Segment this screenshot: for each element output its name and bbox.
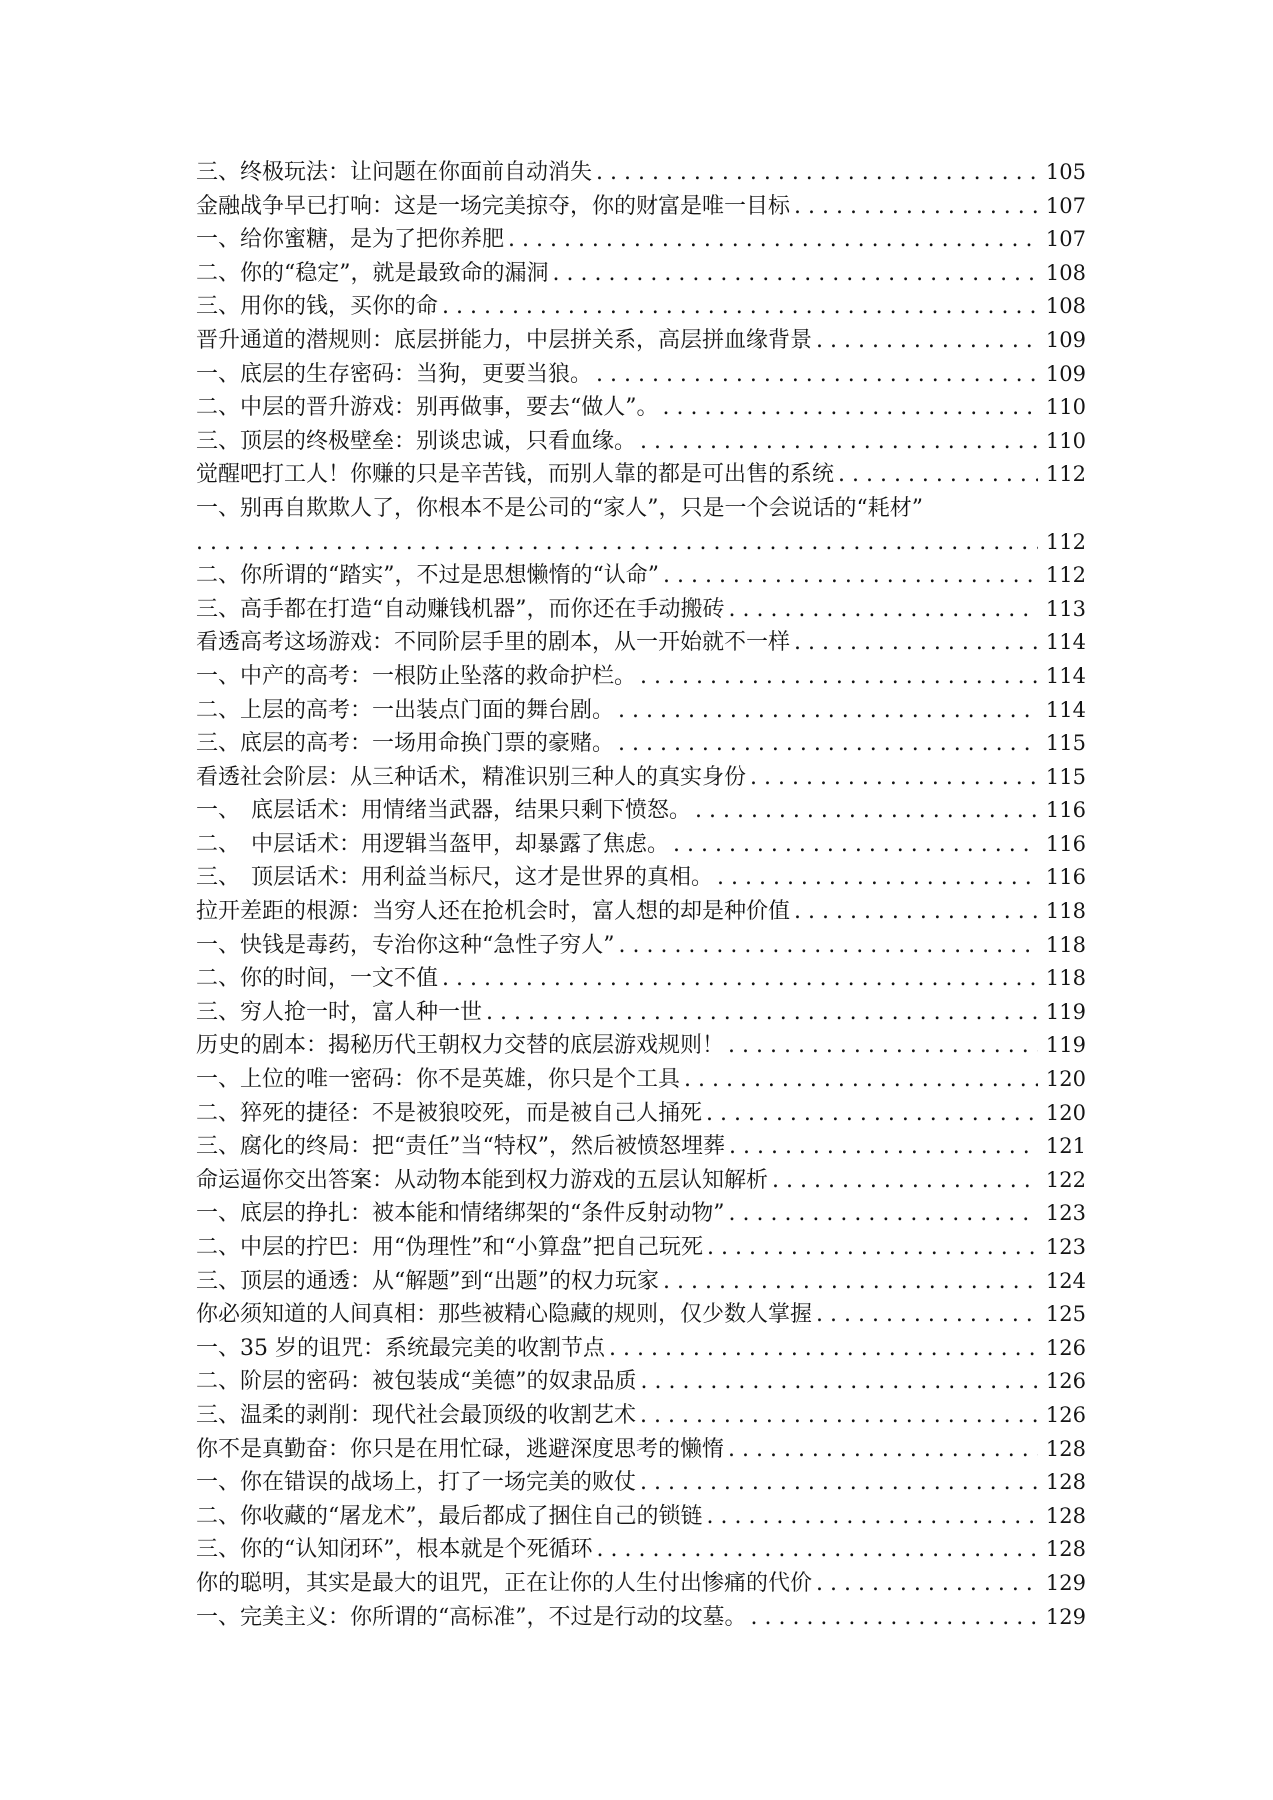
- toc-entry-page-number: 116: [1045, 865, 1086, 890]
- dot-leader: [640, 425, 1038, 459]
- dot-leader: [196, 526, 1038, 560]
- toc-entry[interactable]: [196, 324, 1086, 358]
- toc-entry[interactable]: [196, 257, 1086, 291]
- toc-entry-title: 金融战争早已打响：这是一场完美掠夺，你的财富是唯一目标: [196, 193, 791, 219]
- toc-entry-title: 你的聪明，其实是最大的诅咒，正在让你的人生付出惨痛的代价: [196, 1570, 813, 1596]
- dot-leader: [508, 223, 1038, 257]
- toc-entry-title: 一、 底层话术：用情绪当武器，结果只剩下愤怒。: [196, 798, 692, 824]
- toc-entry-page-number: 119: [1045, 999, 1086, 1024]
- toc-entry[interactable]: [196, 391, 1086, 425]
- dot-leader: [597, 1533, 1038, 1567]
- toc-entry-page-number: 116: [1045, 831, 1086, 856]
- toc-entry-page-number: 110: [1045, 395, 1086, 420]
- toc-entry-page-number: 120: [1045, 1067, 1086, 1092]
- toc-entry[interactable]: [196, 1332, 1086, 1366]
- toc-entry-title: 一、底层的生存密码：当狗，更要当狼。: [196, 361, 593, 387]
- toc-entry-title: 命运逼你交出答案：从动物本能到权力游戏的五层认知解析: [196, 1167, 769, 1193]
- toc-entry-page-number: 118: [1045, 966, 1086, 991]
- toc-entry[interactable]: [196, 223, 1086, 257]
- toc-entry[interactable]: [196, 1298, 1086, 1332]
- toc-entry[interactable]: [196, 1265, 1086, 1299]
- dot-leader: [816, 324, 1038, 358]
- toc-entry-page-number: 125: [1045, 1302, 1086, 1327]
- dot-leader: [707, 1500, 1038, 1534]
- dot-leader: [838, 458, 1038, 492]
- dot-leader: [750, 761, 1038, 795]
- toc-entry-title: 拉开差距的根源：当穷人还在抢机会时，富人想的却是种价值: [196, 899, 791, 925]
- dot-leader: [640, 1399, 1038, 1433]
- dot-leader: [717, 861, 1038, 895]
- dot-leader: [728, 1433, 1038, 1467]
- toc-entry-title: 三、用你的钱，买你的命: [196, 294, 439, 320]
- toc-entry[interactable]: [196, 1500, 1086, 1534]
- toc-entry-title: 历史的剧本：揭秘历代王朝权力交替的底层游戏规则！: [196, 1033, 725, 1059]
- toc-entry-page-number: 105: [1045, 160, 1086, 184]
- dot-leader: [729, 1130, 1038, 1164]
- toc-entry-title: 三、 顶层话术：用利益当标尺，这才是世界的真相。: [196, 865, 714, 891]
- toc-entry-page-number: 112: [1045, 563, 1086, 588]
- toc-entry-page-number: 108: [1045, 294, 1086, 319]
- toc-entry[interactable]: [196, 290, 1086, 324]
- dot-leader: [816, 1298, 1038, 1332]
- toc-entry-page-number: 118: [1045, 932, 1086, 957]
- toc-entry-title: 二、中层的拧巴：用“伪理性”和“小算盘”把自己玩死: [196, 1235, 703, 1260]
- toc-entry-title: 觉醒吧打工人！你赚的只是辛苦钱，而别人靠的都是可出售的系统: [196, 462, 835, 488]
- toc-entry-page-number: 112: [1045, 529, 1086, 554]
- toc-entry-page-number: 129: [1045, 1604, 1086, 1629]
- toc-entry-title: 你必须知道的人间真相：那些被精心隐藏的规则，仅少数人掌握: [196, 1302, 813, 1328]
- dot-leader: [663, 559, 1038, 593]
- dot-leader: [794, 895, 1038, 929]
- toc-entry[interactable]: [196, 694, 1086, 728]
- toc-entry-page-number: 121: [1045, 1134, 1086, 1159]
- toc-entry-title: 一、完美主义：你所谓的“高标准”，不过是行动的坟墓。: [196, 1604, 747, 1630]
- toc-entry[interactable]: [196, 1533, 1086, 1567]
- toc-entry-page-number: 107: [1045, 193, 1086, 218]
- toc-entry-page-number: 115: [1045, 764, 1086, 789]
- toc-entry[interactable]: [196, 1231, 1086, 1265]
- toc-entry[interactable]: [196, 1399, 1086, 1433]
- toc-entry-title: 三、底层的高考：一场用命换门票的豪赌。: [196, 731, 615, 757]
- toc-entry-page-number: 123: [1045, 1201, 1086, 1226]
- toc-entry-page-number: 109: [1045, 327, 1086, 352]
- toc-entry-title: 二、上层的高考：一出装点门面的舞台剧。: [196, 697, 615, 723]
- toc-entry-page-number: 118: [1045, 899, 1086, 924]
- toc-entry-title: 二、阶层的密码：被包装成“美德”的奴隶品质: [196, 1369, 637, 1395]
- toc-entry-title: 一、底层的挣扎：被本能和情绪绑架的“条件反射动物”: [196, 1201, 725, 1227]
- dot-leader: [728, 1029, 1038, 1063]
- toc-entry-page-number: 107: [1045, 227, 1086, 252]
- toc-entry[interactable]: [196, 1063, 1086, 1097]
- dot-leader: [695, 794, 1038, 828]
- dot-leader: [442, 962, 1038, 996]
- toc-entry[interactable]: [196, 1466, 1086, 1500]
- toc-entry-page-number: 113: [1045, 596, 1086, 621]
- toc-entry-title: 一、35 岁的诅咒：系统最完美的收割节点: [196, 1335, 605, 1361]
- toc-entry[interactable]: [196, 727, 1086, 761]
- toc-entry[interactable]: [196, 1365, 1086, 1399]
- dot-leader: [663, 391, 1038, 425]
- toc-entry-page-number: 123: [1045, 1235, 1086, 1259]
- toc-entry[interactable]: [196, 1164, 1086, 1198]
- toc-entry[interactable]: [196, 1567, 1086, 1601]
- toc-entry-title: 一、你在错误的战场上，打了一场完美的败仗: [196, 1470, 637, 1496]
- toc-entry-title: 二、你收藏的“屠龙术”，最后都成了捆住自己的锁链: [196, 1503, 703, 1529]
- toc-entry[interactable]: [196, 1433, 1086, 1467]
- dot-leader: [816, 1567, 1038, 1601]
- toc-entry-page-number: 122: [1045, 1167, 1086, 1192]
- toc-entry[interactable]: [196, 962, 1086, 996]
- toc-entry-title: 三、你的“认知闭环”，根本就是个死循环: [196, 1537, 593, 1563]
- toc-entry-page-number: 128: [1045, 1537, 1086, 1562]
- toc-entry[interactable]: [196, 660, 1086, 694]
- dot-leader: [729, 1197, 1038, 1231]
- toc-entry-page-number: 126: [1045, 1402, 1086, 1427]
- toc-entry[interactable]: [196, 761, 1086, 795]
- dot-leader: [772, 1164, 1038, 1198]
- toc-entry-title: 你不是真勤奋：你只是在用忙碌，逃避深度思考的懒惰: [196, 1436, 725, 1462]
- toc-entry-title: 一、快钱是毒药，专治你这种“急性子穷人”: [196, 932, 615, 958]
- toc-entry-page-number: 114: [1045, 630, 1086, 655]
- toc-entry-title: 三、顶层的终极壁垒：别谈忠诚，只看血缘。: [196, 428, 637, 454]
- toc-entry[interactable]: [196, 425, 1086, 459]
- toc-entry-page-number: 114: [1045, 663, 1086, 688]
- toc-entry-page-number: 108: [1045, 260, 1086, 285]
- dot-leader: [618, 694, 1038, 728]
- toc-entry-page-number: 128: [1045, 1436, 1086, 1461]
- dot-leader: [729, 593, 1038, 627]
- toc-entry-title: 二、猝死的捷径：不是被狼咬死，而是被自己人捅死: [196, 1100, 703, 1126]
- dot-leader: [706, 1097, 1038, 1131]
- toc-entry-title: 看透社会阶层：从三种话术，精准识别三种人的真实身份: [196, 764, 747, 790]
- toc-entry-page-number: 109: [1045, 361, 1086, 386]
- toc-entry-page-number: 120: [1045, 1100, 1086, 1125]
- dot-leader: [640, 1466, 1038, 1500]
- toc-entry[interactable]: [196, 1130, 1086, 1164]
- dot-leader: [609, 1332, 1038, 1366]
- toc-entry-page-number: 119: [1045, 1033, 1086, 1058]
- toc-entry-page-number: 126: [1045, 1335, 1086, 1360]
- toc-entry-page-number: 114: [1045, 697, 1086, 722]
- toc-entry[interactable]: [196, 358, 1086, 392]
- toc-entry[interactable]: [196, 559, 1086, 593]
- dot-leader: [684, 1063, 1038, 1097]
- toc-entry[interactable]: [196, 1197, 1086, 1231]
- toc-entry-title: 二、你的“稳定”，就是最致命的漏洞: [196, 260, 549, 286]
- toc-entry-page-number: 126: [1045, 1369, 1086, 1394]
- toc-entry[interactable]: [196, 794, 1086, 828]
- toc-entry-title: 一、中产的高考：一根防止坠落的救命护栏。: [196, 663, 637, 689]
- toc-entry-page-number: 124: [1045, 1268, 1086, 1293]
- dot-leader: [641, 1365, 1038, 1399]
- toc-entry[interactable]: [196, 996, 1086, 1030]
- toc-entry-title: 三、腐化的终局：把“责任”当“特权”，然后被愤怒埋葬: [196, 1134, 725, 1160]
- dot-leader: [618, 727, 1038, 761]
- table-of-contents: [196, 156, 1086, 1634]
- toc-entry[interactable]: [196, 626, 1086, 660]
- dot-leader: [673, 828, 1038, 862]
- dot-leader: [794, 626, 1038, 660]
- toc-entry-title: 看透高考这场游戏：不同阶层手里的剧本，从一开始就不一样: [196, 630, 791, 656]
- toc-entry[interactable]: [196, 593, 1086, 627]
- toc-entry-page-number: 110: [1045, 428, 1086, 453]
- toc-entry[interactable]: [196, 929, 1086, 963]
- dot-leader: [596, 358, 1038, 392]
- toc-entry-title: 三、终极玩法：让问题在你面前自动消失: [196, 160, 593, 185]
- toc-entry[interactable]: [196, 1601, 1086, 1635]
- toc-entry-title: 三、穷人抢一时，富人种一世: [196, 999, 483, 1025]
- toc-entry-page-number: 116: [1045, 798, 1086, 823]
- dot-leader: [486, 996, 1038, 1030]
- toc-entry[interactable]: [196, 458, 1086, 492]
- toc-entry-page-number: 112: [1045, 462, 1086, 487]
- toc-entry-title: 晋升通道的潜规则：底层拼能力，中层拼关系，高层拼血缘背景: [196, 327, 813, 353]
- dot-leader: [751, 1601, 1038, 1635]
- toc-entry-title: 二、 中层话术：用逻辑当盔甲，却暴露了焦虑。: [196, 831, 670, 857]
- toc-entry-title: 一、上位的唯一密码：你不是英雄，你只是个工具: [196, 1067, 681, 1093]
- toc-entry-page-number: 129: [1045, 1570, 1086, 1595]
- toc-entry-title: 三、温柔的剥削：现代社会最顶级的收割艺术: [196, 1402, 637, 1428]
- dot-leader: [596, 156, 1038, 190]
- toc-entry-title: 二、中层的晋升游戏：别再做事，要去“做人”。: [196, 395, 659, 421]
- toc-entry-page-number: 128: [1045, 1470, 1086, 1495]
- toc-entry[interactable]: [196, 895, 1086, 929]
- toc-entry[interactable]: [196, 828, 1086, 862]
- toc-entry-title: 二、你所谓的“踏实”，不过是思想懒惰的“认命”: [196, 563, 659, 589]
- toc-entry-title: 一、别再自欺欺人了，你根本不是公司的“家人”，只是一个会说话的“耗材”: [196, 495, 923, 521]
- dot-leader: [794, 190, 1038, 224]
- toc-entry-continuation: [196, 526, 1086, 560]
- toc-entry[interactable]: [196, 492, 1086, 559]
- toc-entry[interactable]: [196, 156, 1086, 190]
- toc-entry-page-number: 115: [1045, 731, 1086, 756]
- dot-leader: [553, 257, 1038, 291]
- dot-leader: [663, 1265, 1038, 1299]
- toc-entry-page-number: 128: [1045, 1503, 1086, 1528]
- dot-leader: [619, 929, 1038, 963]
- toc-entry[interactable]: [196, 1029, 1086, 1063]
- toc-entry[interactable]: [196, 1097, 1086, 1131]
- toc-entry-title: 三、顶层的通透：从“解题”到“出题”的权力玩家: [196, 1268, 659, 1294]
- toc-entry[interactable]: [196, 861, 1086, 895]
- dot-leader: [640, 660, 1038, 694]
- toc-entry-title: 一、给你蜜糖，是为了把你养肥: [196, 227, 505, 253]
- dot-leader: [707, 1231, 1038, 1265]
- dot-leader: [442, 290, 1038, 324]
- toc-entry-title: 三、高手都在打造“自动赚钱机器”，而你还在手动搬砖: [196, 596, 725, 622]
- toc-entry-title: 二、你的时间，一文不值: [196, 966, 439, 992]
- toc-entry[interactable]: [196, 190, 1086, 224]
